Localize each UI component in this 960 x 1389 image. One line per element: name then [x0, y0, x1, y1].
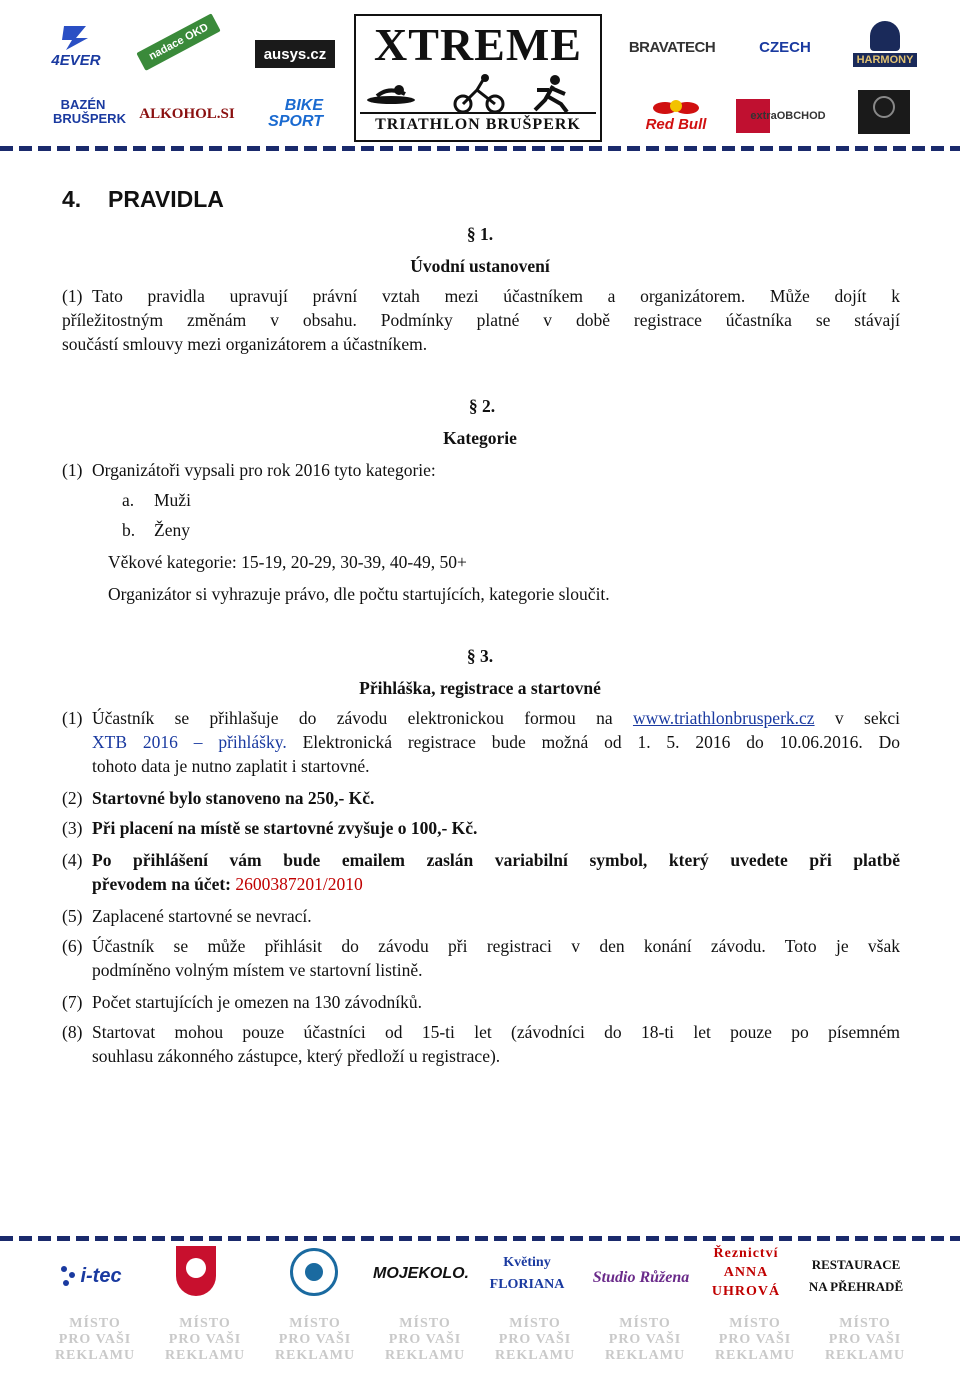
- reznictvi-anna-uhrova: Řeznictví ANNA UHROVÁ: [711, 1246, 781, 1299]
- sponsor-logo-mojekolo: MOJEKOLO.: [372, 1265, 469, 1282]
- triathlon-icons: [359, 74, 599, 114]
- bank-account: 2600387201/2010: [235, 874, 363, 894]
- sponsor-logo-bike-sport: BIKE SPORT: [268, 97, 323, 130]
- s3-item-text: Zaplacené startovné se nevrací.: [92, 906, 312, 926]
- sponsor-logo-red-bull: Red Bull: [636, 92, 716, 138]
- s3-item-number: (3): [62, 818, 83, 838]
- s3-item-number: (4): [62, 850, 83, 870]
- s3-item-number: (2): [62, 788, 83, 808]
- paragraph-sign-2: § 2.: [468, 396, 496, 416]
- sponsor-logo-nadace-okd: nadace OKD: [137, 14, 221, 70]
- s1-item-text-line: příležitostným změnám v obsahu. Podmínky platné v době registrace účastníka se stávají: [62, 310, 900, 330]
- s1-item-text-line: Tato pravidla upravují právní vztah mezi účastníkem a organizátorem. Může dojít k: [92, 286, 900, 306]
- s3-item-text-line: Účastník se může přihlásit do závodu při registraci v den konání závodu. Toto je však: [92, 936, 900, 956]
- paragraph-title-2: Kategorie: [443, 428, 517, 448]
- sponsor-logo-extraobchod: extraOBCHOD: [736, 96, 826, 136]
- ad-space-grid: [40, 1316, 920, 1364]
- s3-item-text-line: souhlasu zákonného zástupce, který předloží u registrace).: [92, 1046, 501, 1066]
- i-tec-icon: [58, 1261, 80, 1291]
- onsite-fee: Při placení na místě se startovné zvyšuje o 100,- Kč.: [92, 818, 478, 838]
- s3-item-text-line: XTB 2016 – přihlášky. Elektronická registrace bude možná od 1. 5. 2016 do 10.06.2016. Do: [92, 732, 900, 752]
- s3-item-text: Počet startujících je omezen na 130 závodníků.: [92, 992, 422, 1012]
- payment-info-line: převodem na účet: 2600387201/2010: [92, 874, 363, 894]
- sponsor-logo-ambulance: [290, 1248, 338, 1296]
- s3-item-text-line: tohoto data je nutno zaplatit i startovné.: [92, 756, 370, 776]
- ad-space: MÍSTO PRO VAŠI REKLAMU: [274, 1316, 356, 1363]
- sponsor-logo-studio: Studio Růžena: [592, 1269, 690, 1286]
- section-title: PRAVIDLA: [108, 186, 224, 212]
- s3-item-number: (1): [62, 708, 83, 728]
- paragraph-title-3: Přihláška, registrace a startovné: [359, 678, 601, 698]
- section-number: 4.: [62, 186, 82, 212]
- sponsor-logo-ausys: ausys.cz: [255, 40, 335, 68]
- harmony-crest-icon: [870, 21, 900, 51]
- ad-space: MÍSTO PRO VAŠI REKLAMU: [164, 1316, 246, 1363]
- event-logo: [354, 14, 602, 142]
- age-categories: Věkové kategorie: 15-19, 20-29, 30-39, 40-49, 50+: [108, 552, 467, 572]
- s3-item-number: (6): [62, 936, 83, 956]
- s2-item-text: Organizátoři vypsali pro rok 2016 tyto kategorie:: [92, 460, 436, 480]
- sponsor-logo-harmony: HARMONY: [848, 12, 922, 76]
- sponsor-logo-hotel-badge: [858, 90, 910, 134]
- paragraph-title-1: Úvodní ustanovení: [410, 256, 550, 276]
- paragraph-sign-1: § 1.: [466, 224, 494, 244]
- category-men: Muži: [154, 490, 191, 510]
- footer-dashed-divider: [0, 1236, 960, 1241]
- 4ever-icon: [56, 22, 96, 52]
- payment-info-line: Po přihlášení vám bude emailem zaslán variabilní symbol, který uvedete při platbě: [92, 850, 900, 870]
- ad-space: MÍSTO PRO VAŠI REKLAMU: [714, 1316, 796, 1363]
- registration-link[interactable]: www.triathlonbrusperk.cz: [632, 708, 815, 728]
- s3-item-number: (5): [62, 906, 83, 926]
- paragraph-sign-3: § 3.: [466, 646, 494, 666]
- s3-item-text-line: podmíněno volným místem ve startovní listině.: [92, 960, 423, 980]
- s3-item-number: (8): [62, 1022, 83, 1042]
- restaurace-na-prehrade: RESTAURACE NA PŘEHRADĚ: [808, 1257, 904, 1294]
- category-women: Ženy: [154, 520, 190, 540]
- kvetiny-floriana: Květiny FLORIANA: [489, 1255, 565, 1292]
- header-dashed-divider: [0, 146, 960, 151]
- category-label-a: a.: [122, 490, 135, 510]
- sponsor-logo-czech: CZECH: [759, 38, 811, 56]
- merge-note: Organizátor si vyhrazuje právo, dle počtu startujících, kategorie sloučit.: [108, 584, 610, 604]
- event-logo-title: XTREME: [374, 19, 582, 70]
- sponsor-logo-4ever: 4EVER: [36, 18, 116, 72]
- ad-space: MÍSTO PRO VAŠI REKLAMU: [384, 1316, 466, 1363]
- sponsor-logo-bazen-brusperk: BAZÉN BRUŠPERK: [53, 97, 126, 126]
- ad-space: MÍSTO PRO VAŠI REKLAMU: [494, 1316, 576, 1363]
- s2-item-number: (1): [62, 460, 83, 480]
- s1-item-text-line: součástí smlouvy mezi organizátorem a účastníkem.: [62, 334, 428, 354]
- sponsor-logo-alkohol-si: ALKOHOL.SI: [139, 105, 235, 122]
- ad-space: MÍSTO PRO VAŠI REKLAMU: [54, 1316, 136, 1363]
- event-logo-subtitle: TRIATHLON BRUŠPERK: [360, 112, 596, 136]
- sponsor-logo-bravatech: BRAVATECH: [628, 38, 716, 56]
- s3-item-text-line: Účastník se přihlašuje do závodu elektronickou formou na www.triathlonbrusperk.cz v sekci: [92, 708, 900, 728]
- sponsor-logo-i-tec: i-tec: [44, 1256, 136, 1296]
- ad-space: MÍSTO PRO VAŠI REKLAMU: [604, 1316, 686, 1363]
- registration-section-name: XTB 2016 – přihlášky.: [92, 732, 287, 752]
- entry-fee: Startovné bylo stanoveno na 250,- Kč.: [92, 788, 375, 808]
- s3-item-number: (7): [62, 992, 83, 1012]
- s1-item-number: (1): [62, 286, 83, 306]
- bulls-icon: [651, 98, 701, 116]
- s3-item-text-line: Startovat mohou pouze účastníci od 15-ti let (závodníci do 18-ti let pouze po písemném: [92, 1022, 900, 1042]
- section-heading: [62, 184, 224, 214]
- town-coat-of-arms: [176, 1246, 216, 1296]
- category-label-b: b.: [122, 520, 136, 540]
- ad-space: MÍSTO PRO VAŠI REKLAMU: [824, 1316, 906, 1363]
